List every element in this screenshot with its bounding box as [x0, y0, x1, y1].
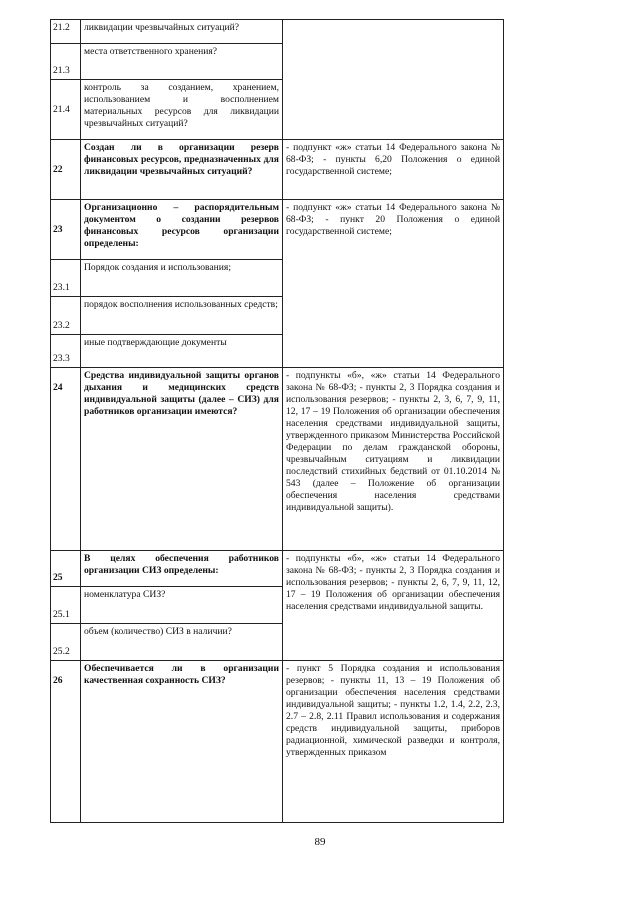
legal-basis: - пункт 5 Порядка создания и использования резервов; - пункты 11, 13 – 19 Положения об организации обеспечения населения средствами индивидуальной защиты; - пункты 1.2, 1.4, 2.2, 2.3, 2.7 – 2.8, 2.11 Правил использования и содержания средств индивидуальной защиты, приборов радиационной, химической разведки и контроля, утвержденных приказом: [283, 661, 504, 823]
legal-basis: - подпункты «б», «ж» статьи 14 Федерального закона № 68-ФЗ; - пункты 2, 3 Порядка создания и использования резервов; - пункты 2, 3, 6, 7, 9, 11, 12, 17 – 19 Положения об организации обеспечения населения средствами индивидуальной защиты, утвержденного приказом Министерства Российской Федерации по делам гражданской обороны, чрезвычайным ситуациям и ликвидации последствий стихийных бедствий от 01.10.2014 № 543 (далее – Положение об организации обеспечения населения средствами индивидуальной защиты).: [283, 368, 504, 551]
question-text: объем (количество) СИЗ в наличии?: [81, 624, 283, 661]
page-number: 89: [314, 836, 326, 848]
row-number: 23.3: [51, 335, 81, 368]
legal-basis: - подпункты «б», «ж» статьи 14 Федерального закона № 68-ФЗ; - пункты 2, 3 Порядка создания и использования резервов; - пункты 2, 6, 7, 9, 11, 12, 17 – 19 Положения об организации обеспечения населения средствами индивидуальной защиты.: [283, 551, 504, 661]
question-text: Создан ли в организации резерв финансовых ресурсов, предназначенных для ликвидации чрезвычайных ситуаций?: [81, 140, 283, 200]
question-text: В целях обеспечения работников организации СИЗ определены:: [81, 551, 283, 587]
table-row: [51, 200, 582, 260]
row-number: 25.2: [51, 624, 81, 661]
row-number: 21.4: [51, 80, 81, 140]
question-text: ликвидации чрезвычайных ситуаций?: [81, 20, 283, 44]
row-number: 22: [51, 140, 81, 200]
table-row: [51, 20, 582, 44]
question-text: места ответственного хранения?: [81, 44, 283, 80]
question-text: Организационно – распорядительным документом о создании резервов финансовых ресурсов организации определены:: [81, 200, 283, 260]
legal-basis: - подпункт «ж» статьи 14 Федерального закона № 68-ФЗ; - пункт 20 Положения о единой государственной системе;: [283, 200, 504, 368]
question-text: иные подтверждающие документы: [81, 335, 283, 368]
question-text: Обеспечивается ли в организации качественная сохранность СИЗ?: [81, 661, 283, 823]
question-text: Средства индивидуальной защиты органов дыхания и медицинских средств индивидуальной защиты (далее – СИЗ) для работников организации имеются?: [81, 368, 283, 551]
row-number: 23.1: [51, 260, 81, 297]
question-text: номенклатура СИЗ?: [81, 587, 283, 624]
row-number: 24: [51, 368, 81, 551]
row-number: 23: [51, 200, 81, 260]
row-number: 25: [51, 551, 81, 587]
table-row: [51, 661, 582, 823]
row-number: 21.2: [51, 20, 81, 44]
table-row: [51, 368, 582, 551]
legal-basis: [283, 20, 504, 140]
row-number: 25.1: [51, 587, 81, 624]
table-row: [51, 140, 582, 200]
table-row: [51, 551, 582, 587]
question-text: порядок восполнения использованных средств;: [81, 297, 283, 335]
row-number: 23.2: [51, 297, 81, 335]
row-number: 21.3: [51, 44, 81, 80]
requirements-table: [50, 19, 582, 823]
row-number: 26: [51, 661, 81, 823]
legal-basis: - подпункт «ж» статьи 14 Федерального закона № 68-ФЗ; - пункты 6,20 Положения о единой государственной системе;: [283, 140, 504, 200]
question-text: контроль за созданием, хранением, использованием и восполнением материальных ресурсов для ликвидации чрезвычайных ситуаций?: [81, 80, 283, 140]
question-text: Порядок создания и использования;: [81, 260, 283, 297]
